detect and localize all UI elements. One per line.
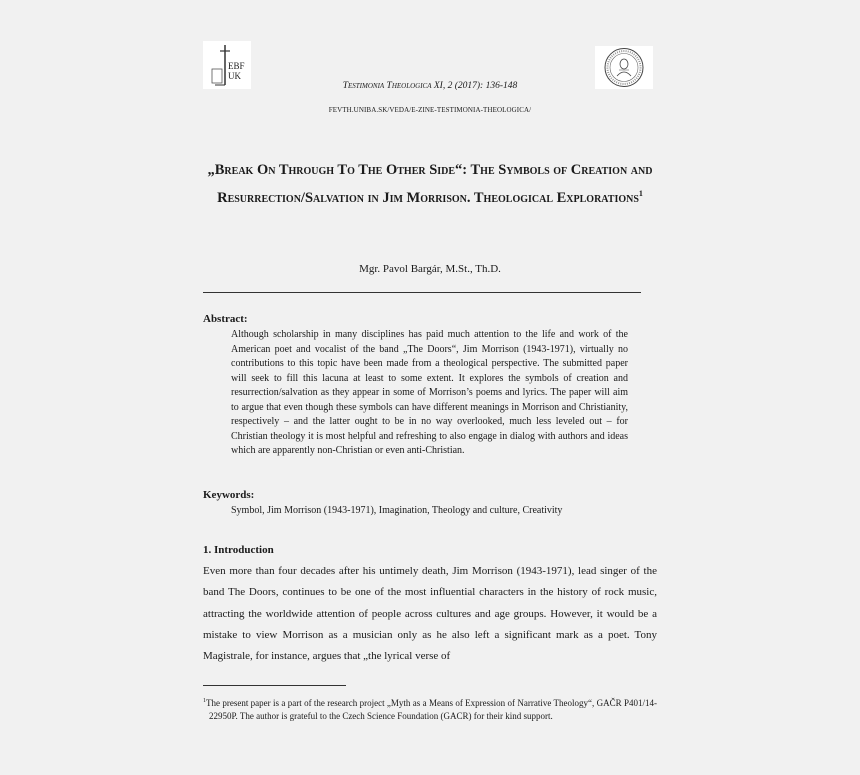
footnote-divider — [203, 685, 346, 686]
faculty-logo-ebf: EBF — [228, 61, 245, 71]
introduction-heading: 1. Introduction — [203, 544, 274, 556]
journal-citation: Testimonia Theologica XI, 2 (2017): 136-148 — [342, 81, 518, 91]
author-line: Mgr. Pavol Bargár, M.St., Th.D. — [359, 263, 501, 275]
abstract-heading: Abstract: — [203, 313, 248, 325]
footnote — [203, 697, 657, 722]
journal-url[interactable]: FEVTH.UNIBA.SK/VEDA/E-ZINE-TESTIMONIA-THEOLOGICA/ — [328, 106, 532, 114]
footnote-text: The present paper is a part of the research project „Myth as a Means of Expression of Narrative Theology“, GAČR P401/14-22950P. The author is grateful to the Czech Science Foundation (GACR) for their kind support. — [206, 698, 657, 721]
title-divider — [203, 292, 641, 293]
keywords-text: Symbol, Jim Morrison (1943-1971), Imagination, Theology and culture, Creativity — [231, 505, 563, 516]
introduction-text: Even more than four decades after his untimely death, Jim Morrison (1943-1971), lead singer of the band The Doors, continues to be one of the most influential characters in the history of rock music, attracting the worldwide attention of people across cultures and age groups. However, it would be a mistake to view Morrison as a musician only as he also left a significant mark as a poet. Tony Magistrale, for instance, argues that „the lyrical verse of — [203, 565, 657, 663]
keywords-heading: Keywords: — [203, 489, 255, 501]
abstract-text: Although scholarship in many disciplines has paid much attention to the life and work of the American poet and vocalist of the band „The Doors“, Jim Morrison (1943-1971), virtually no contributions to this topic have been made from a theological perspective. The submitted paper will seek to fill this lacuna at least to some extent. It explores the symbols of creation and resurrection/salvation as they appear in some of Morrison’s poems and lyrics. The paper will aim to argue that even though these symbols can have different meanings in Morrison and Christianity, respectively – and the latter ought to be in no way overlooked, much less leveled out – for Christian theology it is most helpful and refreshing to also engage in dialog with authors and ideas which are apparently non-Christian or even anti-Christian. — [231, 329, 628, 456]
faculty-logo-uk: UK — [228, 71, 241, 81]
article-title — [203, 157, 657, 212]
article-title-text: „Break On Through To The Other Side“: The Symbols of Creation and Resurrection/Salvation in Jim Morrison. Theological Explorations — [207, 162, 653, 206]
title-footnote-mark: 1 — [638, 188, 643, 198]
footnote-mark: 1 — [203, 698, 206, 704]
